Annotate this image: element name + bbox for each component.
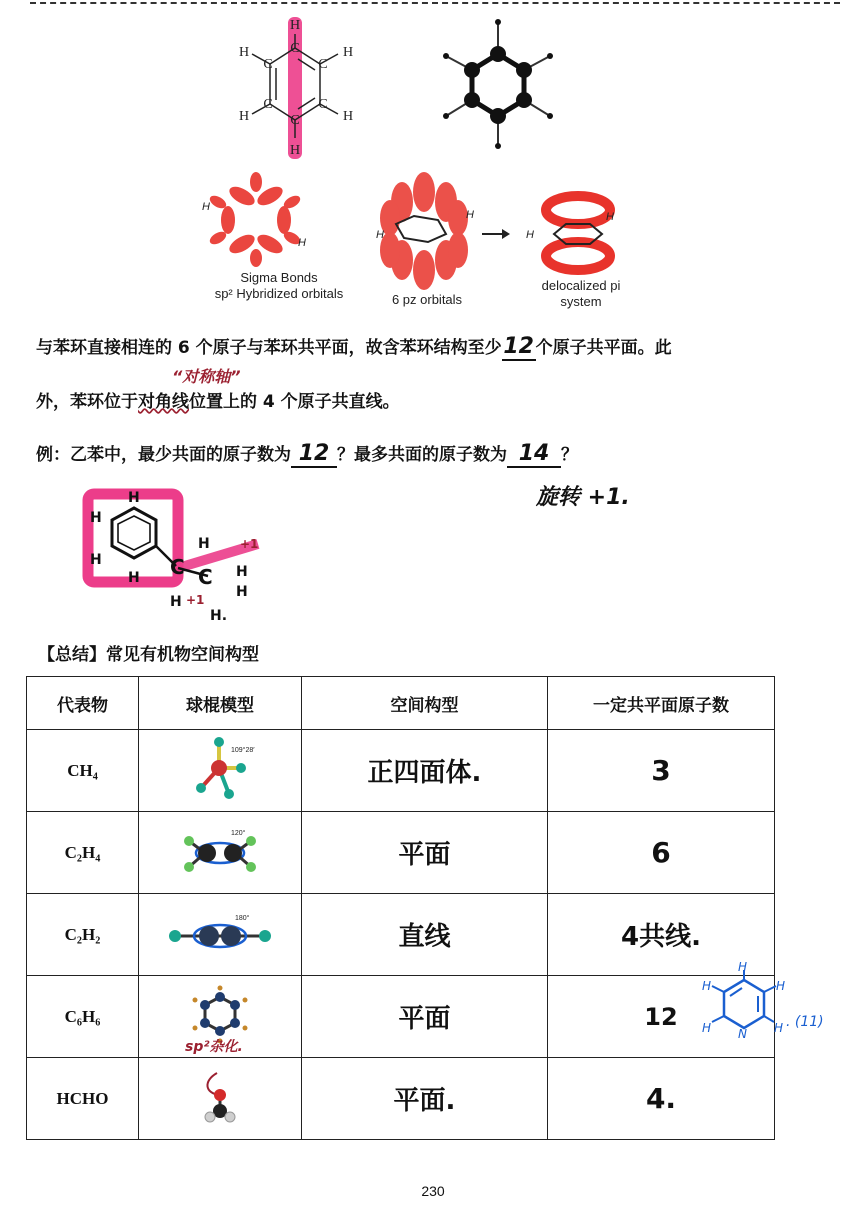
- table-header-row: [27, 677, 775, 730]
- answer-blank: [502, 334, 536, 361]
- count-cell: [548, 1058, 775, 1140]
- atom-label: C: [290, 41, 300, 56]
- caption-line: Sigma Bonds: [240, 270, 318, 285]
- atom-label: C: [318, 97, 328, 112]
- handwritten-annotation: “对称轴”: [172, 367, 241, 386]
- formula-cell: HCHO: [27, 1058, 139, 1140]
- pi-caption: [516, 278, 646, 310]
- model-cell: [139, 812, 302, 894]
- benzene-structure-figure: [180, 12, 660, 312]
- sketch-atom: H: [236, 584, 248, 600]
- methane-model-icon: [175, 734, 265, 804]
- atom-label: H: [289, 18, 301, 33]
- paragraph-text: 外，苯环位于: [36, 392, 138, 412]
- atom-label: H: [298, 237, 306, 249]
- column-header: 空间构型: [302, 677, 548, 730]
- formula-cell: CH₄: [27, 730, 139, 812]
- atom-label: H: [466, 209, 474, 221]
- sketch-atom: H: [128, 570, 140, 586]
- example-line: [36, 440, 578, 468]
- count-cell: [548, 812, 775, 894]
- example-text: ？最多共面的原子数为: [337, 445, 507, 465]
- table-row: [27, 730, 775, 812]
- handwritten-shape: 正四面体.: [367, 758, 482, 788]
- handwritten-shape: 平面: [398, 1004, 451, 1034]
- model-cell: [139, 1058, 302, 1140]
- handwritten-count: 3: [651, 754, 671, 787]
- handwritten-answer: 12: [503, 334, 534, 359]
- pyridine-atom: N: [738, 1027, 747, 1041]
- sigma-caption: [214, 270, 344, 302]
- pz-ring: [396, 216, 446, 242]
- pz-caption: 6 pz orbitals: [391, 292, 463, 307]
- atom-label: H: [526, 229, 534, 241]
- model-cell: [139, 730, 302, 812]
- pz-orbitals: [380, 172, 468, 290]
- answer-blank: [507, 441, 561, 468]
- paragraph-text: 位置上的 4 个原子共直线。: [189, 392, 400, 412]
- column-header: 代表物: [27, 677, 139, 730]
- page-number: 230: [421, 1183, 445, 1199]
- atom-label: C: [318, 57, 328, 72]
- sigma-bond-orbitals: [208, 172, 303, 267]
- pyridine-atom: H: [776, 979, 786, 993]
- handwritten-answer: 14: [518, 441, 550, 466]
- paragraph-line-2: [36, 387, 400, 412]
- example-text: ？: [561, 445, 578, 465]
- acetylene-model-icon: [165, 908, 275, 958]
- handwritten-count: 4.: [645, 1082, 677, 1115]
- shape-cell: [302, 730, 548, 812]
- atom-label: H: [238, 109, 250, 124]
- organic-structure-table: [26, 676, 775, 1140]
- sketch-atom: C: [198, 565, 213, 589]
- bond-angle-label: 120°: [231, 829, 246, 837]
- atom-label: C: [263, 57, 273, 72]
- model-cell: [139, 894, 302, 976]
- caption-line: sp² Hybridized orbitals: [214, 286, 344, 301]
- formula-cell: C₂H₂: [27, 894, 139, 976]
- atom-label: H: [342, 45, 354, 60]
- paragraph-text: 个原子共平面。此: [535, 338, 672, 358]
- count-cell: [548, 730, 775, 812]
- handwritten-model-note: sp²杂化.: [185, 1039, 243, 1055]
- handwritten-side-note: . (11): [786, 1014, 824, 1030]
- sketch-inner-ring: [118, 516, 150, 550]
- bond-angle-label: 109°28′: [231, 746, 255, 754]
- table-row: [27, 1058, 775, 1140]
- handwritten-shape: 平面.: [393, 1086, 456, 1116]
- arrow-icon: [482, 229, 510, 239]
- sketch-drawing: [78, 484, 278, 624]
- benzene-diagram: [180, 12, 660, 312]
- shape-cell: [302, 894, 548, 976]
- formula-cell: C₆H₆: [27, 976, 139, 1058]
- shape-cell: [302, 976, 548, 1058]
- atom-label: H: [376, 229, 384, 241]
- handwritten-count: 4共线.: [621, 922, 701, 952]
- atom-label: H: [238, 45, 250, 60]
- sketch-atom: H: [128, 490, 140, 506]
- handwritten-note: 旋转 +1.: [536, 485, 630, 510]
- paragraph-text: 与苯环直接相连的 6 个原子与苯环共平面，故含苯环结构至少: [36, 338, 502, 358]
- pyridine-sketch: [698, 962, 864, 1042]
- pyridine-atom: H: [702, 1021, 712, 1035]
- pyridine-atom: H: [774, 1021, 784, 1035]
- shape-cell: [302, 1058, 548, 1140]
- handwritten-count: 12: [644, 1002, 678, 1031]
- caption-line: system: [560, 294, 602, 309]
- summary-heading: 【总结】常见有机物空间构型: [38, 645, 259, 665]
- example-text: 例：乙苯中，最少共面的原子数为: [36, 445, 291, 465]
- sketch-atom: H: [170, 594, 182, 610]
- formula-cell: C₂H₄: [27, 812, 139, 894]
- atom-label: H: [606, 211, 614, 223]
- delocalized-pi-rings: [546, 196, 610, 270]
- sketch-plus-one: +1: [240, 537, 259, 551]
- shape-cell: [302, 812, 548, 894]
- table-row: [27, 812, 775, 894]
- handwritten-answer: 12: [298, 441, 330, 466]
- atom-label: H: [202, 201, 210, 213]
- sketch-atom: H: [90, 552, 102, 568]
- paragraph-line-1: [36, 333, 672, 361]
- sketch-atom: H.: [210, 608, 228, 624]
- pyridine-atom: H: [702, 979, 712, 993]
- sketch-atom: H: [90, 510, 102, 526]
- atom-label: H: [289, 143, 301, 158]
- column-header: 一定共平面原子数: [548, 677, 775, 730]
- sketch-atom: H: [236, 564, 248, 580]
- bond-angle-label: 180°: [235, 914, 250, 922]
- table-row: [27, 894, 775, 976]
- sketch-plus-one: +1: [186, 593, 205, 607]
- atom-label: H: [342, 109, 354, 124]
- sketch-atom: C: [170, 555, 185, 579]
- model-cell: [139, 976, 302, 1058]
- table-row: [27, 976, 775, 1058]
- pyridine-ring-drawing: [698, 962, 788, 1042]
- ethylbenzene-sketch: [78, 484, 278, 624]
- handwritten-shape: 直线: [398, 922, 451, 952]
- pyridine-atom: H: [738, 962, 748, 974]
- underlined-text: 对角线: [138, 392, 189, 412]
- top-dashed-divider: [30, 2, 840, 4]
- formaldehyde-model-icon: [195, 1067, 245, 1127]
- handwritten-count: 6: [651, 836, 671, 869]
- ethylene-model-icon: [175, 821, 265, 881]
- sketch-atom: H: [198, 536, 210, 552]
- column-header: 球棍模型: [139, 677, 302, 730]
- atom-label: C: [263, 97, 273, 112]
- caption-line: delocalized pi: [541, 278, 621, 293]
- answer-blank: [291, 441, 337, 468]
- ball-stick-benzene: [443, 19, 553, 149]
- atom-label: C: [290, 113, 300, 128]
- handwritten-shape: 平面: [398, 840, 451, 870]
